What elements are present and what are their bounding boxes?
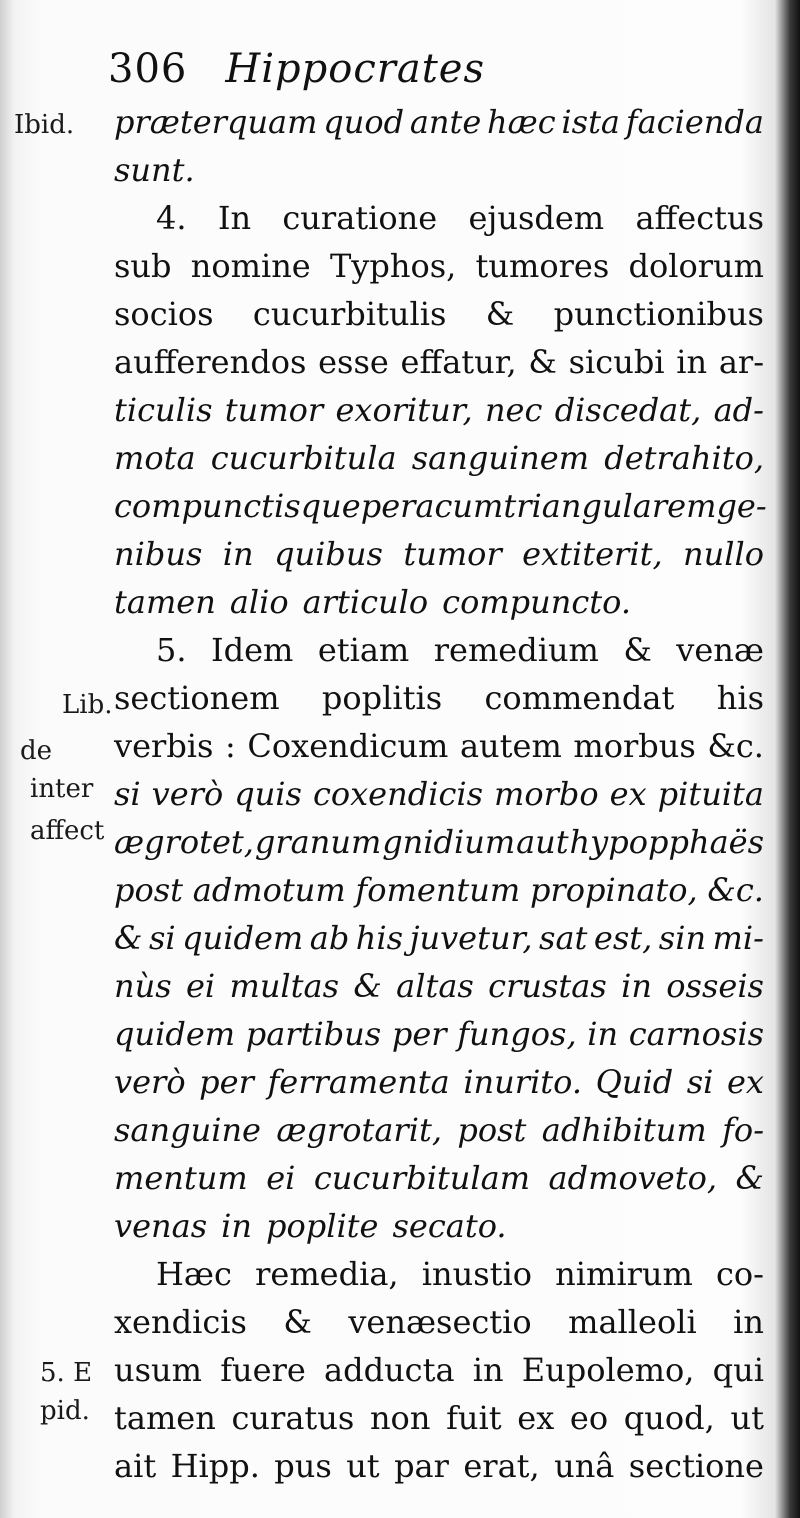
margin-note-de: de xyxy=(20,736,53,766)
text-line: compunctisque per acum triangularem ge- xyxy=(114,487,767,525)
text-line: xendicis & venæsectio malleoli in xyxy=(114,1303,764,1341)
text-line: usum fuere adducta in Eupolemo, qui xyxy=(114,1351,764,1389)
margin-note-epid: pid. xyxy=(40,1396,90,1426)
text-line: verò per ferramenta inurito. Quid si ex xyxy=(114,1063,764,1101)
text-line: nùs ei multas & altas crustas in osseis xyxy=(114,967,764,1005)
text-line: ægrotet, granum gnidium aut hypopphaës xyxy=(114,823,764,861)
text-line: quidem partibus per fungos, in carnosis xyxy=(114,1015,764,1053)
text-line: sanguine ægrotarit, post adhibitum fo- xyxy=(114,1111,764,1149)
margin-note-epid-number: 5. E xyxy=(40,1358,93,1388)
text-line: tamen curatus non fuit ex eo quod, ut xyxy=(114,1399,764,1437)
text-line: 4. In curatione ejusdem affectus xyxy=(156,199,764,237)
text-line: mentum ei cucurbitulam admoveto, & xyxy=(114,1159,764,1197)
page-number: 306 xyxy=(108,46,188,92)
text-line: mota cucurbitula sanguinem detrahito, xyxy=(114,439,764,477)
margin-note-affect: affect xyxy=(30,816,105,846)
text-line: si verò quis coxendicis morbo ex pituita xyxy=(114,775,764,813)
text-line: nibus in quibus tumor extiterit, nullo xyxy=(114,535,764,573)
margin-note-ibid: Ibid. xyxy=(14,110,75,140)
text-line: sunt. xyxy=(114,151,195,189)
text-line: socios cucurbitulis & punctionibus xyxy=(114,295,764,333)
text-line: sub nomine Typhos, tumores dolorum xyxy=(114,247,764,285)
running-title: Hippocrates xyxy=(225,46,485,92)
text-line: aufferendos esse effatur, & sicubi in ar- xyxy=(114,343,764,381)
text-line: ticulis tumor exoritur, nec discedat, ad- xyxy=(114,391,764,429)
text-line: & si quidem ab his juvetur, sat est, sin mi- xyxy=(114,919,764,957)
text-line: Hæc remedia, inustio nimirum co- xyxy=(156,1255,764,1293)
margin-note-inter: inter xyxy=(30,774,94,804)
text-line: 5. Idem etiam remedium & venæ xyxy=(156,631,764,669)
running-head xyxy=(108,46,485,92)
text-line: præterquam quod ante hæc ista facienda xyxy=(114,103,764,141)
text-line: post admotum fomentum propinato, &c. xyxy=(114,871,764,909)
text-line: sectionem poplitis commendat his xyxy=(114,679,764,717)
text-line: verbis : Coxendicum autem morbus &c. xyxy=(114,727,764,765)
text-line: tamen alio articulo compuncto. xyxy=(114,583,632,621)
text-line: ait Hipp. pus ut par erat, unâ sectione xyxy=(114,1447,764,1485)
text-line: venas in poplite secato. xyxy=(114,1207,507,1245)
margin-note-lib: Lib. xyxy=(62,690,113,720)
